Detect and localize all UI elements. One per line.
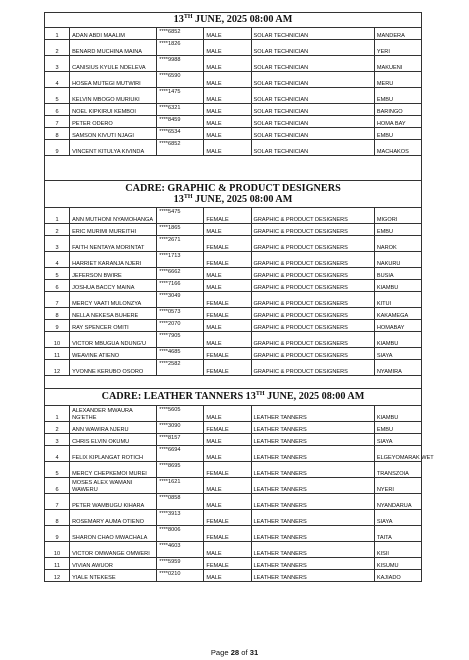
section-date [45,194,421,207]
table-row [45,88,422,104]
cadre: LEATHER TANNERS [251,570,374,582]
id-number: ****1621 [157,478,204,494]
gender: MALE [204,40,251,56]
county: TAITA [374,526,421,542]
candidate-name: ERIC MURIMI MUREITHI [70,224,157,236]
gender: FEMALE [204,462,251,478]
section-gap [44,156,422,180]
gender: FEMALE [204,236,251,252]
id-number: ****6321 [157,104,204,116]
row-number: 3 [45,56,70,72]
row-number: 10 [45,332,70,348]
table-row [45,422,422,434]
gender: MALE [204,320,251,332]
table-row [45,224,422,236]
id-number: ****6694 [157,446,204,462]
table-row [45,292,422,308]
row-number: 5 [45,88,70,104]
row-number: 4 [45,252,70,268]
cadre: SOLAR TECHNICIAN [251,88,374,104]
cadre: LEATHER TANNERS [251,422,374,434]
section-cadre: CADRE: GRAPHIC & PRODUCT DESIGNERS [125,183,341,194]
row-number: 9 [45,526,70,542]
row-number: 12 [45,570,70,582]
table-row [45,236,422,252]
cadre: GRAPHIC & PRODUCT DESIGNERS [251,280,374,292]
cadre: LEATHER TANNERS [251,406,374,422]
row-number: 8 [45,308,70,320]
row-number: 9 [45,140,70,156]
date-rest: JUNE, 2025 08:00 AM [264,391,365,402]
date-day: 13 [245,391,256,402]
county: TRANSZOIA [374,462,421,478]
row-number: 6 [45,478,70,494]
gender: MALE [204,542,251,558]
row-number: 5 [45,462,70,478]
gender: MALE [204,224,251,236]
gender: FEMALE [204,526,251,542]
table-row [45,494,422,510]
county: HOMA BAY [374,116,421,128]
row-number: 4 [45,72,70,88]
gender: FEMALE [204,308,251,320]
candidate-name: FAITH NENTAYA MORINTAT [70,236,157,252]
candidates-table-tanners [44,405,434,582]
table-row [45,72,422,88]
table-row [45,40,422,56]
candidate-name: ADAN ABDI MAALIM [70,28,157,40]
section-cadre-date [45,389,421,405]
table-row [45,280,422,292]
id-number: ****6852 [157,28,204,40]
gender: MALE [204,494,251,510]
candidate-name: ROSEMARY AUMA OTIENO [70,510,157,526]
table-row [45,308,422,320]
date-sup: TH [183,14,193,20]
county: KAKAMEGA [374,308,421,320]
cadre: GRAPHIC & PRODUCT DESIGNERS [251,268,374,280]
id-number: ****3049 [157,292,204,308]
county: EMBU [374,422,421,434]
candidate-name: VIVIAN AWUOR [70,558,157,570]
section-header [44,12,422,27]
gender: MALE [204,28,251,40]
id-number: ****6534 [157,128,204,140]
county: KITUI [374,292,421,308]
id-number: ****8006 [157,526,204,542]
row-number: 2 [45,224,70,236]
table-row [45,462,422,478]
candidate-name: JOSHUA BACCY MAINA [70,280,157,292]
gender: FEMALE [204,510,251,526]
county: KAJIADO [374,570,421,582]
table-row [45,28,422,40]
candidate-name: SAMSON KIVUTI NJAGI [70,128,157,140]
county: NYANDARUA [374,494,421,510]
id-number: ****5475 [157,208,204,224]
date-day: 13 [173,14,184,25]
cadre: LEATHER TANNERS [251,462,374,478]
gender: FEMALE [204,558,251,570]
candidate-name: MERCY CHEPKEMOI MUREI [70,462,157,478]
gender: FEMALE [204,348,251,360]
id-number: ****3913 [157,510,204,526]
county: EMBU [374,88,421,104]
cadre: LEATHER TANNERS [251,542,374,558]
row-number: 6 [45,280,70,292]
row-number: 11 [45,348,70,360]
cadre: SOLAR TECHNICIAN [251,128,374,140]
date-rest: JUNE, 2025 08:00 AM [192,194,293,205]
gender: FEMALE [204,422,251,434]
county: YERI [374,40,421,56]
cadre: SOLAR TECHNICIAN [251,28,374,40]
row-number: 1 [45,208,70,224]
county: KIAMBU [374,332,421,348]
id-number: ****2070 [157,320,204,332]
candidate-name: VINCENT KITULYA KIVINDA [70,140,157,156]
table-row [45,332,422,348]
table-row [45,320,422,332]
section-date [45,13,421,27]
row-number: 4 [45,446,70,462]
row-number: 1 [45,406,70,422]
cadre: GRAPHIC & PRODUCT DESIGNERS [251,332,374,348]
candidate-name: MERCY VAATI MULONZYA [70,292,157,308]
id-number: ****2671 [157,236,204,252]
id-number: ****5959 [157,558,204,570]
county: EMBU [374,224,421,236]
cadre: GRAPHIC & PRODUCT DESIGNERS [251,308,374,320]
cadre: GRAPHIC & PRODUCT DESIGNERS [251,252,374,268]
county: MANDERA [374,28,421,40]
footer-page-label: Page [210,648,229,657]
footer-of-label: of [241,648,248,657]
table-row [45,446,422,462]
county: MAKUENI [374,56,421,72]
gender: FEMALE [204,292,251,308]
cadre: SOLAR TECHNICIAN [251,40,374,56]
gender: FEMALE [204,252,251,268]
candidate-name: YVONNE KERUBO OSORO [70,360,157,376]
county: KIAMBU [374,280,421,292]
candidate-name: ANN MUTHONI NYAMOHANGA [70,208,157,224]
county: HOMABAY [374,320,421,332]
id-number: ****9988 [157,56,204,72]
gender: MALE [204,478,251,494]
table-row [45,128,422,140]
cadre: LEATHER TANNERS [251,446,374,462]
row-number: 8 [45,510,70,526]
id-number: ****3090 [157,422,204,434]
id-number: ****6662 [157,268,204,280]
id-number: ****1713 [157,252,204,268]
cadre: GRAPHIC & PRODUCT DESIGNERS [251,236,374,252]
candidate-name: FELIX KIPLANGAT ROTICH [70,446,157,462]
table-row [45,140,422,156]
candidate-name: PETER WAMBUGU KIHARA [70,494,157,510]
cadre: SOLAR TECHNICIAN [251,56,374,72]
id-number: ****7905 [157,332,204,348]
candidate-name: ANN WAWIRA NJERU [70,422,157,434]
table-row [45,348,422,360]
county: SIAYA [374,434,421,446]
row-number: 3 [45,236,70,252]
table-row [45,104,422,116]
gender: MALE [204,140,251,156]
date-day: 13 [173,194,184,205]
candidate-name: CHRIS ELVIN OKUMU [70,434,157,446]
cadre: GRAPHIC & PRODUCT DESIGNERS [251,208,374,224]
gender: MALE [204,88,251,104]
candidate-name: HOSEA MUTEGI MUTWIRI [70,72,157,88]
cadre: LEATHER TANNERS [251,494,374,510]
candidate-name: PETER ODERO [70,116,157,128]
date-rest: JUNE, 2025 08:00 AM [192,14,293,25]
row-number: 7 [45,494,70,510]
row-number: 12 [45,360,70,376]
table-row [45,406,422,422]
county: ELGEYOMARAK WET [374,446,421,462]
cadre: GRAPHIC & PRODUCT DESIGNERS [251,292,374,308]
gender: MALE [204,104,251,116]
table-row [45,526,422,542]
id-number: ****4603 [157,542,204,558]
gender: MALE [204,280,251,292]
candidate-name: BENARD MUCHINA MAINA [70,40,157,56]
table-row [45,558,422,570]
gender: FEMALE [204,360,251,376]
candidate-name: KELVIN MBOGO MURIUKI [70,88,157,104]
county: NAKURU [374,252,421,268]
county: KISUMU [374,558,421,570]
gender: MALE [204,128,251,140]
cadre: LEATHER TANNERS [251,558,374,570]
id-number: ****0573 [157,308,204,320]
county: MERU [374,72,421,88]
section-header [44,388,422,405]
cadre: LEATHER TANNERS [251,510,374,526]
candidates-table-designers [44,207,422,376]
table-row [45,478,422,494]
table-row [45,434,422,446]
id-number: ****6852 [157,140,204,156]
table-row [45,510,422,526]
row-number: 2 [45,422,70,434]
gender: MALE [204,72,251,88]
county: MACHAKOS [374,140,421,156]
candidate-name: VICTOR OMWANGE OMWERI [70,542,157,558]
id-number: ****4685 [157,348,204,360]
id-number: ****2582 [157,360,204,376]
id-number: ****6590 [157,72,204,88]
county: EMBU [374,128,421,140]
table-row [45,542,422,558]
cadre: SOLAR TECHNICIAN [251,72,374,88]
gender: MALE [204,116,251,128]
candidate-name: ALEXANDER MWAURA NG'ETHE [70,406,157,422]
row-number: 7 [45,292,70,308]
table-row [45,252,422,268]
page-footer [0,648,469,657]
gender: MALE [204,446,251,462]
date-sup: TH [183,194,193,200]
cadre: GRAPHIC & PRODUCT DESIGNERS [251,224,374,236]
id-number: ****0858 [157,494,204,510]
row-number: 5 [45,268,70,280]
candidate-name: JEFERSON BWIRE [70,268,157,280]
county: NYAMIRA [374,360,421,376]
gender: MALE [204,268,251,280]
row-number: 9 [45,320,70,332]
table-row [45,360,422,376]
id-number: ****1826 [157,40,204,56]
footer-page-number: 28 [230,648,240,657]
candidate-name: NOEL KIPKIRUI KEMBOI [70,104,157,116]
cadre: SOLAR TECHNICIAN [251,140,374,156]
row-number: 6 [45,104,70,116]
section-gap [44,376,422,388]
candidate-name: SHARON CHAO MWACHALA [70,526,157,542]
cadre: SOLAR TECHNICIAN [251,116,374,128]
id-number: ****0210 [157,570,204,582]
id-number: ****7166 [157,280,204,292]
cadre: LEATHER TANNERS [251,526,374,542]
candidate-name: WEAVINE ATIENO [70,348,157,360]
date-sup: TH [255,391,265,397]
row-number: 7 [45,116,70,128]
candidate-name: NELLA NEKESA BUHERE [70,308,157,320]
candidates-table-solar [44,27,422,156]
gender: MALE [204,332,251,348]
row-number: 10 [45,542,70,558]
section-header [44,180,422,207]
gender: MALE [204,570,251,582]
candidate-name: CANISIUS KYULE NDELEVA [70,56,157,72]
id-number: ****1865 [157,224,204,236]
id-number: ****1475 [157,88,204,104]
candidate-name: VICTOR MBUGUA NDUNG'U [70,332,157,348]
id-number: ****8695 [157,462,204,478]
candidate-name: RAY SPENCER OMITI [70,320,157,332]
id-number: ****5605 [157,406,204,422]
table-row [45,268,422,280]
candidate-name: YIALE NTEKESE [70,570,157,582]
cadre: GRAPHIC & PRODUCT DESIGNERS [251,320,374,332]
cadre: LEATHER TANNERS [251,478,374,494]
cadre: GRAPHIC & PRODUCT DESIGNERS [251,360,374,376]
candidate-name: HARRIET KARANJA NJERI [70,252,157,268]
candidate-name: MOSES ALEX WAMANI WAWERU [70,478,157,494]
table-row [45,116,422,128]
cadre: GRAPHIC & PRODUCT DESIGNERS [251,348,374,360]
gender: FEMALE [204,208,251,224]
table-row [45,570,422,582]
row-number: 1 [45,28,70,40]
county: SIAYA [374,510,421,526]
county: KISII [374,542,421,558]
county: BUSIA [374,268,421,280]
id-number: ****8459 [157,116,204,128]
id-number: ****8157 [157,434,204,446]
cadre: LEATHER TANNERS [251,434,374,446]
section-cadre: CADRE: LEATHER TANNERS [101,391,244,402]
gender: MALE [204,56,251,72]
cadre: SOLAR TECHNICIAN [251,104,374,116]
footer-total-pages: 31 [249,648,259,657]
county: KIAMBU [374,406,421,422]
row-number: 8 [45,128,70,140]
gender: MALE [204,406,251,422]
table-row [45,208,422,224]
row-number: 3 [45,434,70,446]
table-row [45,56,422,72]
gender: MALE [204,434,251,446]
document-page [44,12,434,582]
county: NYERI [374,478,421,494]
row-number: 11 [45,558,70,570]
county: NAROK [374,236,421,252]
row-number: 2 [45,40,70,56]
county: SIAYA [374,348,421,360]
county: BARINGO [374,104,421,116]
county: MIGORI [374,208,421,224]
